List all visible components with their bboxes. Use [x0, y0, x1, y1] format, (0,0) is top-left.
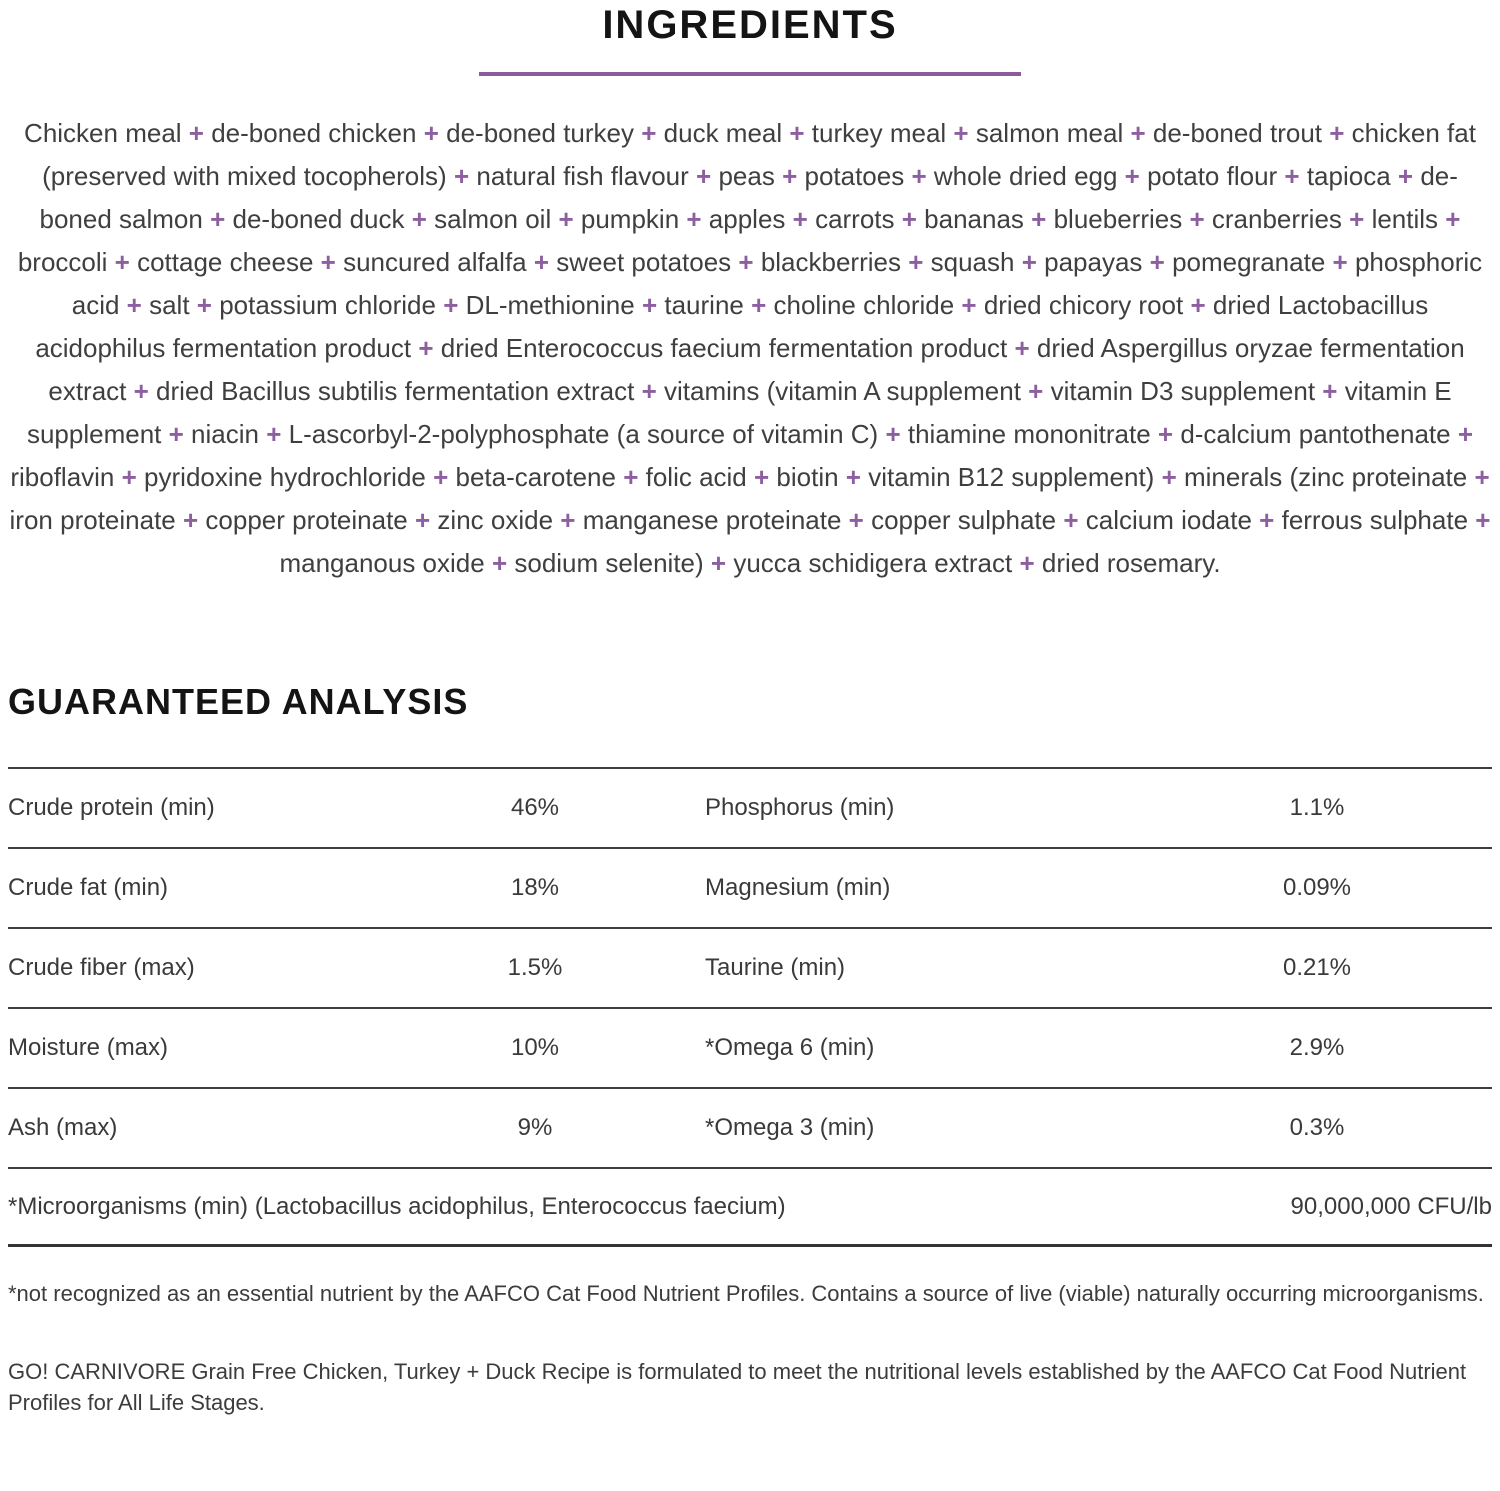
plus-separator: + [1325, 247, 1355, 277]
plus-separator: + [1251, 505, 1282, 535]
plus-separator: + [679, 204, 709, 234]
nutrient-label-right: Phosphorus (min) [705, 794, 895, 821]
analysis-row [8, 1087, 1492, 1167]
plus-separator: + [175, 505, 206, 535]
ingredients-section [0, 0, 1500, 585]
plus-separator: + [1315, 376, 1345, 406]
plus-separator: + [189, 290, 220, 320]
analysis-row [8, 847, 1492, 927]
plus-separator: + [1154, 462, 1184, 492]
plus-separator: + [161, 419, 192, 449]
plus-separator: + [119, 290, 150, 320]
plus-separator: + [551, 204, 581, 234]
plus-separator: + [114, 462, 145, 492]
plus-separator: + [1450, 419, 1474, 449]
ingredients-text: Chicken meal + de-boned chicken + de-boned turkey + duck meal + turkey meal + salmon meal + de-boned trout + chicken fat (preserved with mixed tocopherols) + natural fish flavour + peas + potatoes + whole dried egg + potato flour + tapioca + de-boned salmon + de-boned duck + salmon oil + pumpkin + apples + carrots + bananas + blueberries + cranberries + lentils + broccoli + cottage cheese + suncured alfalfa + sweet potatoes + blackberries + squash + papayas + pomegranate + phosphoric acid + salt + potassium chloride + DL-methionine + taurine + choline chloride + dried chicory root + dried Lactobacillus acidophilus fermentation product + dried Enterococcus faecium fermentation product + dried Aspergillus oryzae fermentation extract + dried Bacillus subtilis fermentation extract + vitamins (vitamin A supplement + vitamin D3 supplement + vitamin E supplement + niacin + L-ascorbyl-2-polyphosphate (a source of vitamin C) + thiamine mononitrate + d-calcium pantothenate + riboflavin + pyridoxine hydrochloride + beta-carotene + folic acid + biotin + vitamin B12 supplement) + minerals (zinc proteinate + iron proteinate + copper proteinate + zinc oxide + manganese proteinate + copper sulphate + calcium iodate + ferrous sulphate + manganous oxide + sodium selenite) + yucca schidigera extract + dried rosemary. [9, 118, 1491, 578]
plus-separator: + [841, 505, 872, 535]
plus-separator: + [900, 247, 931, 277]
plus-separator: + [878, 419, 908, 449]
plus-separator: + [1390, 161, 1421, 191]
nutrient-value-right: 0.3% [1289, 1114, 1345, 1141]
nutrient-value-right: 2.9% [1289, 1034, 1345, 1061]
plus-separator: + [703, 548, 734, 578]
asterisk-footnote: *not recognized as an essential nutrient by the AAFCO Cat Food Nutrient Profiles. Contains a source of live (viable) naturally occurring microorganisms. [8, 1281, 1484, 1306]
plus-separator: + [731, 247, 761, 277]
plus-separator: + [634, 290, 665, 320]
nutrient-label-right: Magnesium (min) [705, 874, 891, 901]
microorganisms-value: 90,000,000 CFU/lb [1290, 1192, 1492, 1220]
plus-separator: + [634, 376, 665, 406]
plus-separator: + [1150, 419, 1181, 449]
plus-separator: + [774, 161, 805, 191]
plus-separator: + [553, 505, 583, 535]
microorganisms-row [8, 1167, 1492, 1247]
nutrient-value-left: 10% [510, 1034, 560, 1061]
plus-separator: + [1322, 118, 1352, 148]
plus-separator: + [894, 204, 925, 234]
plus-separator: + [1117, 161, 1148, 191]
plus-separator: + [1277, 161, 1307, 191]
plus-separator: + [407, 505, 438, 535]
plus-separator: + [1438, 204, 1461, 234]
nutrient-label-left: Moisture (max) [8, 1034, 169, 1061]
nutrient-value-left: 46% [510, 794, 560, 821]
plus-separator: + [838, 462, 869, 492]
plus-separator: + [743, 290, 774, 320]
plus-separator: + [411, 333, 441, 363]
analysis-row [8, 767, 1492, 847]
nutrient-label-left: Crude fat (min) [8, 874, 169, 901]
nutrient-label-right: *Omega 6 (min) [705, 1034, 875, 1061]
nutrient-label-left: Ash (max) [8, 1114, 118, 1141]
plus-separator: + [1007, 333, 1037, 363]
nutrient-label-right: Taurine (min) [705, 954, 846, 981]
plus-separator: + [1341, 204, 1372, 234]
guaranteed-analysis-section [0, 681, 1500, 1247]
plus-separator: + [202, 204, 233, 234]
nutrient-label-left: Crude fiber (max) [8, 954, 195, 981]
plus-separator: + [1183, 290, 1213, 320]
plus-separator: + [1023, 204, 1054, 234]
nutrient-value-left: 1.5% [507, 954, 563, 981]
plus-separator: + [126, 376, 157, 406]
plus-separator: + [1142, 247, 1173, 277]
title-underline-divider [479, 72, 1021, 76]
plus-separator: + [615, 462, 646, 492]
microorganisms-label: *Microorganisms (min) (Lactobacillus acidophilus, Enterococcus faecium) [8, 1192, 786, 1220]
nutrient-label-right: *Omega 3 (min) [705, 1114, 875, 1141]
nutrient-value-right: 0.21% [1282, 954, 1352, 981]
plus-separator: + [181, 118, 212, 148]
plus-separator: + [782, 118, 812, 148]
plus-separator: + [1014, 247, 1045, 277]
plus-separator: + [425, 462, 456, 492]
plus-separator: + [446, 161, 477, 191]
analysis-row [8, 1007, 1492, 1087]
plus-separator: + [416, 118, 447, 148]
nutrient-value-right: 1.1% [1289, 794, 1345, 821]
plus-separator: + [1020, 376, 1051, 406]
analysis-table [8, 767, 1492, 1247]
plus-separator: + [904, 161, 934, 191]
plus-separator: + [484, 548, 515, 578]
plus-separator: + [1182, 204, 1212, 234]
nutrient-value-left: 18% [510, 874, 560, 901]
plus-separator: + [688, 161, 719, 191]
plus-separator: + [1056, 505, 1086, 535]
plus-separator: + [526, 247, 557, 277]
guaranteed-analysis-title: GUARANTEED ANALYSIS [8, 681, 469, 722]
plus-separator: + [785, 204, 816, 234]
ingredients-title: INGREDIENTS [602, 3, 898, 47]
analysis-row [8, 927, 1492, 1007]
plus-separator: + [313, 247, 344, 277]
nutrient-value-right: 0.09% [1282, 874, 1352, 901]
plus-separator: + [746, 462, 777, 492]
plus-separator: + [107, 247, 138, 277]
plus-separator: + [954, 290, 984, 320]
plus-separator: + [258, 419, 289, 449]
plus-separator: + [435, 290, 466, 320]
aafco-statement: GO! CARNIVORE Grain Free Chicken, Turkey + Duck Recipe is formulated to meet the nutritional levels established by the AAFCO Cat Food Nutrient Profiles for All Life Stages. [8, 1359, 1467, 1415]
plus-separator: + [634, 118, 664, 148]
nutrient-label-left: Crude protein (min) [8, 794, 215, 821]
nutrient-value-left: 9% [517, 1114, 553, 1141]
plus-separator: + [946, 118, 976, 148]
plus-separator: + [404, 204, 435, 234]
plus-separator: + [1012, 548, 1042, 578]
plus-separator: + [1123, 118, 1153, 148]
plus-separator: + [1468, 505, 1491, 535]
plus-separator: + [1467, 462, 1490, 492]
